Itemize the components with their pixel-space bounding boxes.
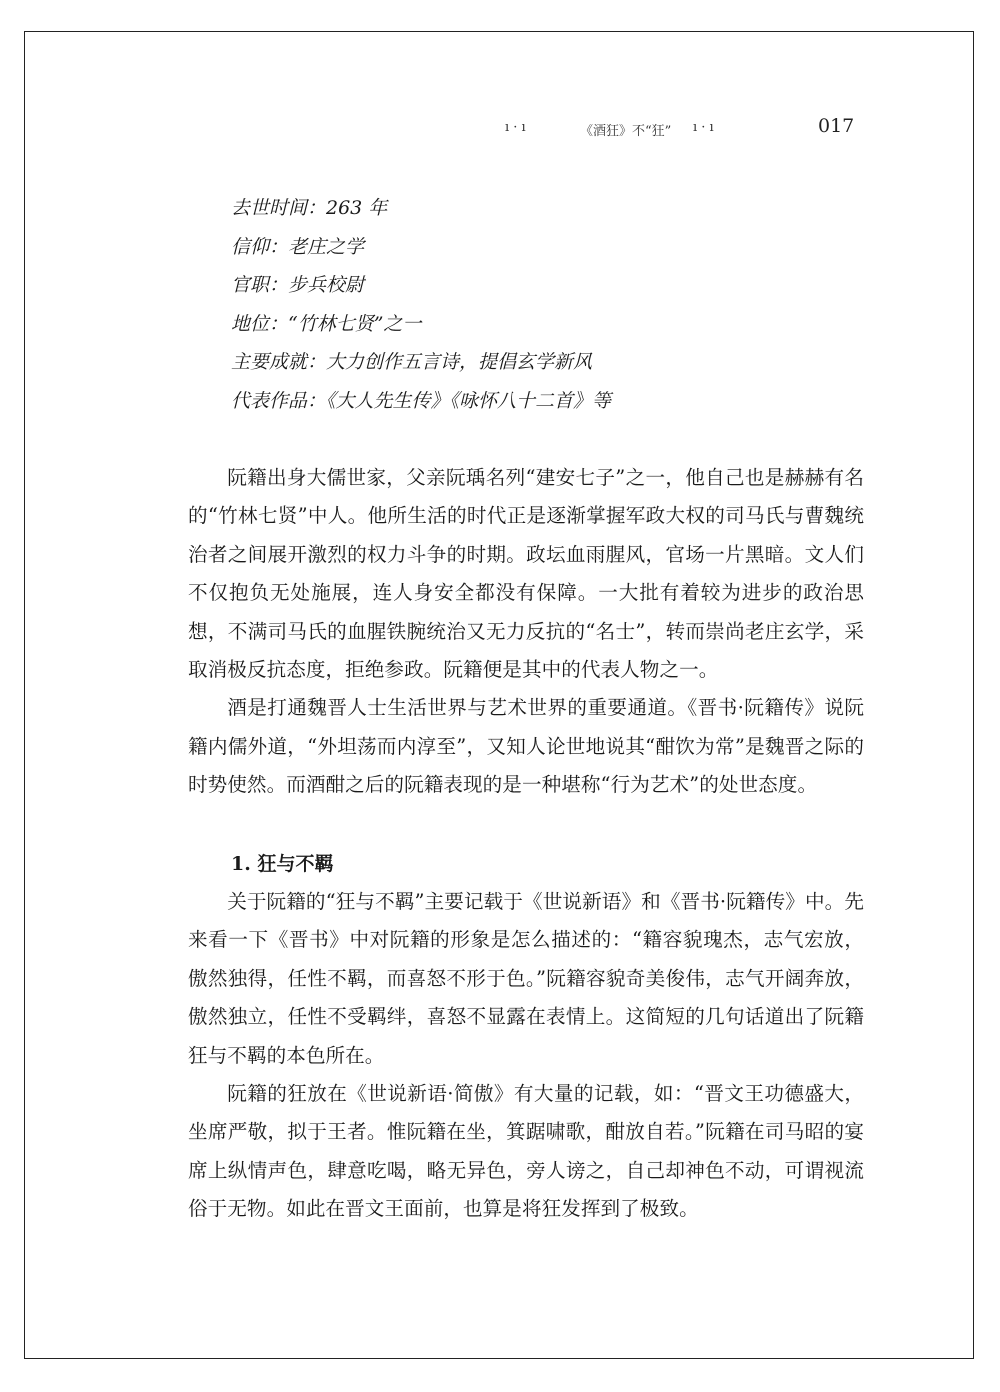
profile-office: 官职：步兵校尉 bbox=[231, 274, 365, 297]
paragraph: 阮籍出身大儒世家，父亲阮瑀名列“建安七子”之一，他自己也是赫赫有名的“竹林七贤”中人。他所生活的时代正是逐渐掌握军政大权的司马氏与曹魏统治者之间展开激烈的权力斗争的时期。政坛血雨腥风，官场一片黑暗。文人们不仅抱负无处施展，连人身安全都没有保障。一大批有着较为进步的政治思想，不满司马氏的血腥铁腕统治又无力反抗的“名士”，转而崇尚老庄玄学，采取消极反抗态度，拒绝参政。阮籍便是其中的代表人物之一。 bbox=[188, 466, 864, 682]
section-heading: 1. 狂与不羁 bbox=[231, 853, 334, 875]
header-ornament-left: ı · ı bbox=[505, 120, 526, 135]
profile-belief: 信仰：老庄之学 bbox=[231, 235, 365, 258]
paragraph: 关于阮籍的“狂与不羁”主要记载于《世说新语》和《晋书·阮籍传》中。先来看一下《晋书》中对阮籍的形象是怎么描述的：“籍容貌瑰杰，志气宏放，傲然独得，任性不羁，而喜怒不形于色。”阮籍容貌奇美俊伟，志气开阔奔放，傲然独立，任性不受羁绊，喜怒不显露在表情上。这简短的几句话道出了阮籍狂与不羁的本色所在。 bbox=[188, 890, 864, 1067]
section-text bbox=[188, 883, 864, 1229]
intro-text bbox=[188, 459, 864, 805]
profile-status: 地位：“竹林七贤”之一 bbox=[231, 312, 422, 335]
profile-works: 代表作品：《大人先生传》《咏怀八十二首》等 bbox=[231, 389, 612, 412]
profile-achievement: 主要成就：大力创作五言诗，提倡玄学新风 bbox=[231, 351, 593, 374]
header-ornament-right: ı · ı bbox=[693, 120, 714, 135]
paragraph: 阮籍的狂放在《世说新语·简傲》有大量的记载，如：“晋文王功德盛大，坐席严敬，拟于王者。惟阮籍在坐，箕踞啸歌，酣放自若。”阮籍在司马昭的宴席上纵情声色，肆意吃喝，略无异色，旁人谤之，自己却神色不动，可谓视流俗于无物。如此在晋文王面前，也算是将狂发挥到了极致。 bbox=[188, 1082, 864, 1221]
paragraph: 酒是打通魏晋人士生活世界与艺术世界的重要通道。《晋书·阮籍传》说阮籍内儒外道，“外坦荡而内淳至”，又知人论世地说其“酣饮为常”是魏晋之际的时势使然。而酒酣之后的阮籍表现的是一种堪称“行为艺术”的处世态度。 bbox=[188, 696, 864, 797]
running-header bbox=[505, 117, 865, 141]
profile-death-year: 去世时间：263 年 bbox=[231, 197, 388, 219]
chapter-title: 《酒狂》不“狂” bbox=[580, 124, 672, 139]
profile-block bbox=[231, 194, 871, 426]
page-number: 017 bbox=[818, 115, 855, 137]
